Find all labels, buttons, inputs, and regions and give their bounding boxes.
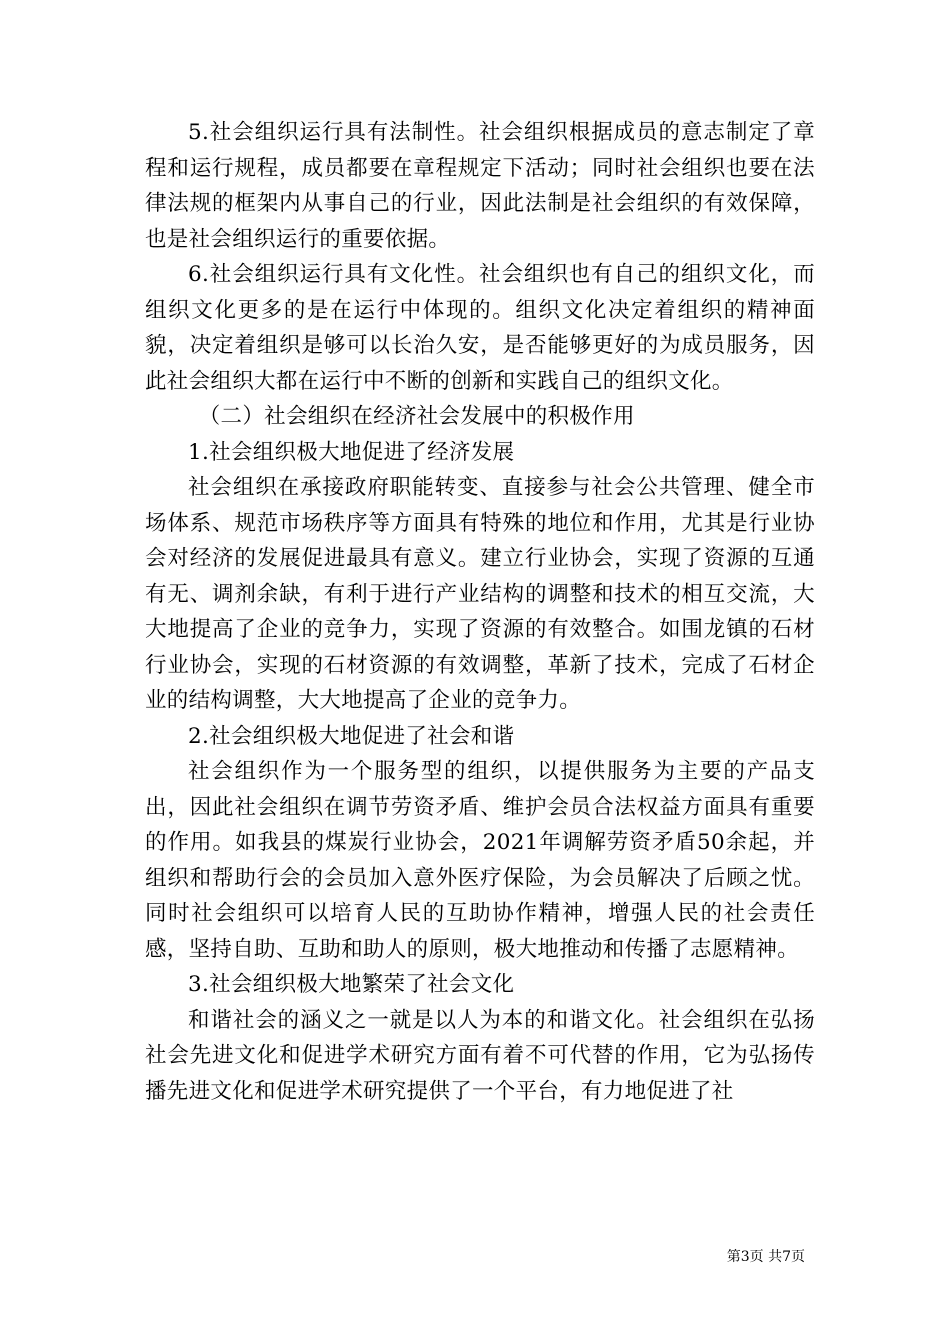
document-body — [145, 115, 815, 1109]
paragraph-cultural-nature: 6.社会组织运行具有文化性。社会组织也有自己的组织文化，而组织文化更多的是在运行中体现的。组织文化决定着组织的精神面貌，决定着组织是够可以长治久安，是否能够更好的为成员服务，因此社会组织大都在运行中不断的创新和实践自己的组织文化。 — [145, 262, 815, 394]
subheading-economy: 1.社会组织极大地促进了经济发展 — [188, 439, 515, 465]
subheading-culture: 3.社会组织极大地繁荣了社会文化 — [188, 972, 515, 997]
section-heading: （二）社会组织在经济社会发展中的积极作用 — [198, 404, 635, 429]
paragraph-culture: 和谐社会的涵义之一就是以人为本的和谐文化。社会组织在弘扬社会先进文化和促进学术研究方面有着不可代替的作用，它为弘扬传播先进文化和促进学术研究提供了一个平台，有力地促进了社 — [145, 1007, 815, 1104]
paragraph-harmony: 社会组织作为一个服务型的组织，以提供服务为主要的产品支出，因此社会组织在调节劳资矛盾、维护会员合法权益方面具有重要的作用。如我县的煤炭行业协会，2021年调解劳资矛盾50余起，并组织和帮助行会的会员加入意外医疗保险，为会员解决了后顾之忧。同时社会组织可以培育人民的互助协作精神，增强人民的社会责任感，坚持自助、互助和助人的原则，极大地推动和传播了志愿精神。 — [145, 759, 815, 962]
paragraph-economy: 社会组织在承接政府职能转变、直接参与社会公共管理、健全市场体系、规范市场秩序等方面具有特殊的地位和作用，尤其是行业协会对经济的发展促进最具有意义。建立行业协会，实现了资源的互通有无、调剂余缺，有利于进行产业结构的调整和技术的相互交流，大大地提高了企业的竞争力，实现了资源的有效整合。如围龙镇的石材行业协会，实现的石材资源的有效调整，革新了技术，完成了石材企业的结构调整，大大地提高了企业的竞争力。 — [145, 475, 815, 713]
paragraph-legal-nature: 5.社会组织运行具有法制性。社会组织根据成员的意志制定了章程和运行规程，成员都要在章程规定下活动；同时社会组织也要在法律法规的框架内从事自己的行业，因此法制是社会组织的有效保障，也是社会组织运行的重要依据。 — [145, 120, 815, 252]
page-number: 第3页 共7页 — [726, 1249, 805, 1265]
subheading-harmony: 2.社会组织极大地促进了社会和谐 — [188, 723, 515, 749]
